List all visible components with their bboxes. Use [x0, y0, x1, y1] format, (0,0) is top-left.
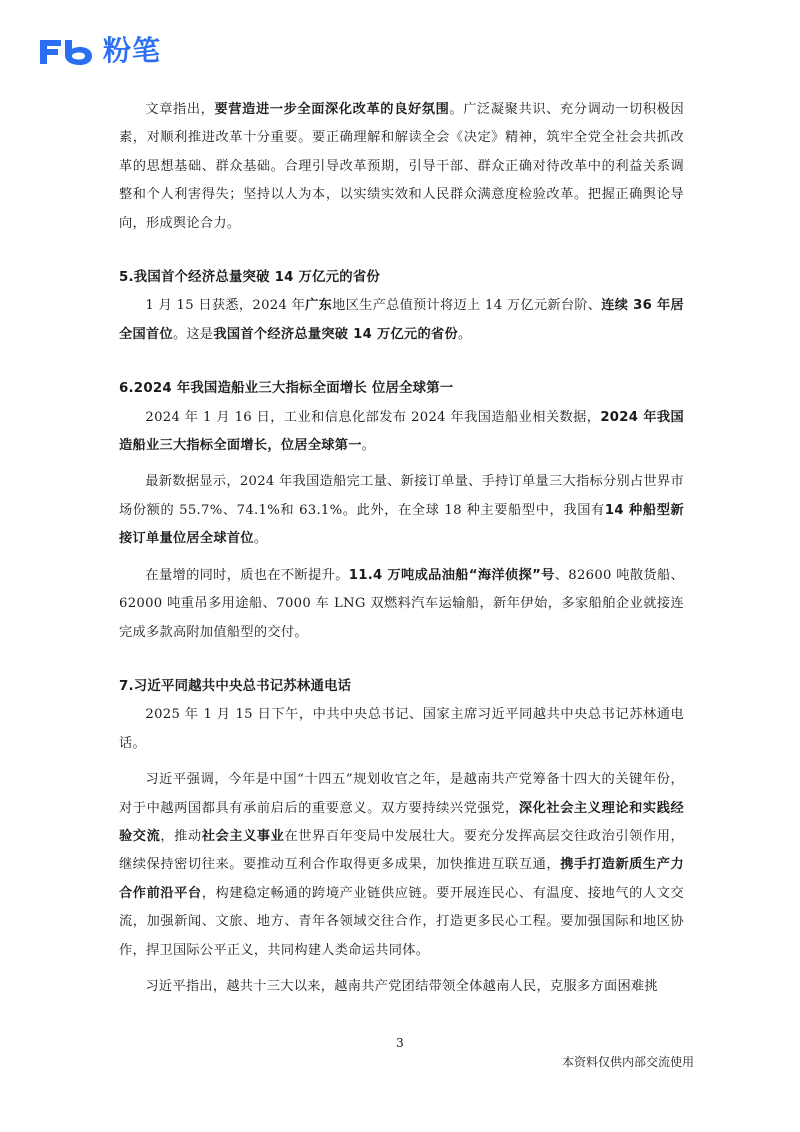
section-6-paragraph-1: 2024 年 1 月 16 日，工业和信息化部发布 2024 年我国造船业相关数据，2024 年我国造船业三大指标全面增长，位居全球第一。	[119, 409, 684, 454]
section-7-paragraph-2: 习近平强调，今年是中国“十四五”规划收官之年，是越南共产党筹备十四大的关键年份，对于中越两国都具有承前启后的重要意义。双方要持续兴党强党，深化社会主义理论和实践经验交流，推动社会主义事业在世界百年变局中发展壮大。要充分发挥高层交往政治引领作用，继续保持密切往来。要推动互利合作取得更多成果，加快推进互联互通，携手打造新质生产力合作前沿平台，构建稳定畅通的跨境产业链供应链。要开展连民心、有温度、接地气的人文交流，加强新闻、文旅、地方、青年各领域交往合作，打造更多民心工程。要加强国际和地区协作，捍卫国际公平正义，共同构建人类命运共同体。	[119, 772, 685, 958]
section-7-paragraph-3: 习近平指出，越共十三大以来，越南共产党团结带领全体越南人民，克服多方面困难挑	[145, 978, 658, 994]
brand-logo	[37, 34, 161, 68]
footer-note: 本资料仅供内部交流使用	[561, 1055, 694, 1069]
intro-paragraph: 文章指出，要营造进一步全面深化改革的良好氛围。广泛凝聚共识、充分调动一切积极因素，对顺利推进改革十分重要。要正确理解和解读全会《决定》精神，筑牢全党全社会共抓改革的思想基础、群众基础。合理引导改革预期，引导干部、群众正确对待改革中的利益关系调整和个人利害得失；坚持以人为本，以实绩实效和人民群众满意度检验改革。把握正确舆论导向，形成舆论合力。	[119, 102, 684, 231]
article-body	[119, 96, 684, 1001]
section-6-heading: 6.2024 年我国造船业三大指标全面增长 位居全球第一	[119, 381, 454, 397]
page-number: 3	[396, 1036, 404, 1050]
section-5-paragraph: 1 月 15 日获悉，2024 年广东地区生产总值预计将迈上 14 万亿元新台阶、连续 36 年居全国首位。这是我国首个经济总量突破 14 万亿元的省份。	[119, 298, 684, 342]
section-7-paragraph-1: 2025 年 1 月 15 日下午，中共中央总书记、国家主席习近平同越共中央总书记苏林通电话。	[119, 707, 684, 751]
section-5-heading: 5.我国首个经济总量突破 14 万亿元的省份	[119, 270, 381, 286]
logo-text: 粉笔	[103, 34, 162, 67]
section-7-heading: 7.习近平同越共中央总书记苏林通电话	[119, 678, 352, 694]
section-6-paragraph-3: 在量增的同时，质也在不断提升。11.4 万吨成品油船“海洋侦探”号、82600 吨散货船、62000 吨重吊多用途船、7000 车 LNG 双燃料汽车运输船，新年伊始，多家船舶企业就接连完成多款高附加值船型的交付。	[119, 567, 684, 640]
fb-logo-icon	[37, 36, 99, 66]
section-6-paragraph-2: 最新数据显示，2024 年我国造船完工量、新接订单量、手持订单量三大指标分别占世界市场份额的 55.7%、74.1%和 63.1%。此外，在全球 18 种主要船型中，我国有14 种船型新接订单量位居全球首位。	[119, 474, 684, 547]
